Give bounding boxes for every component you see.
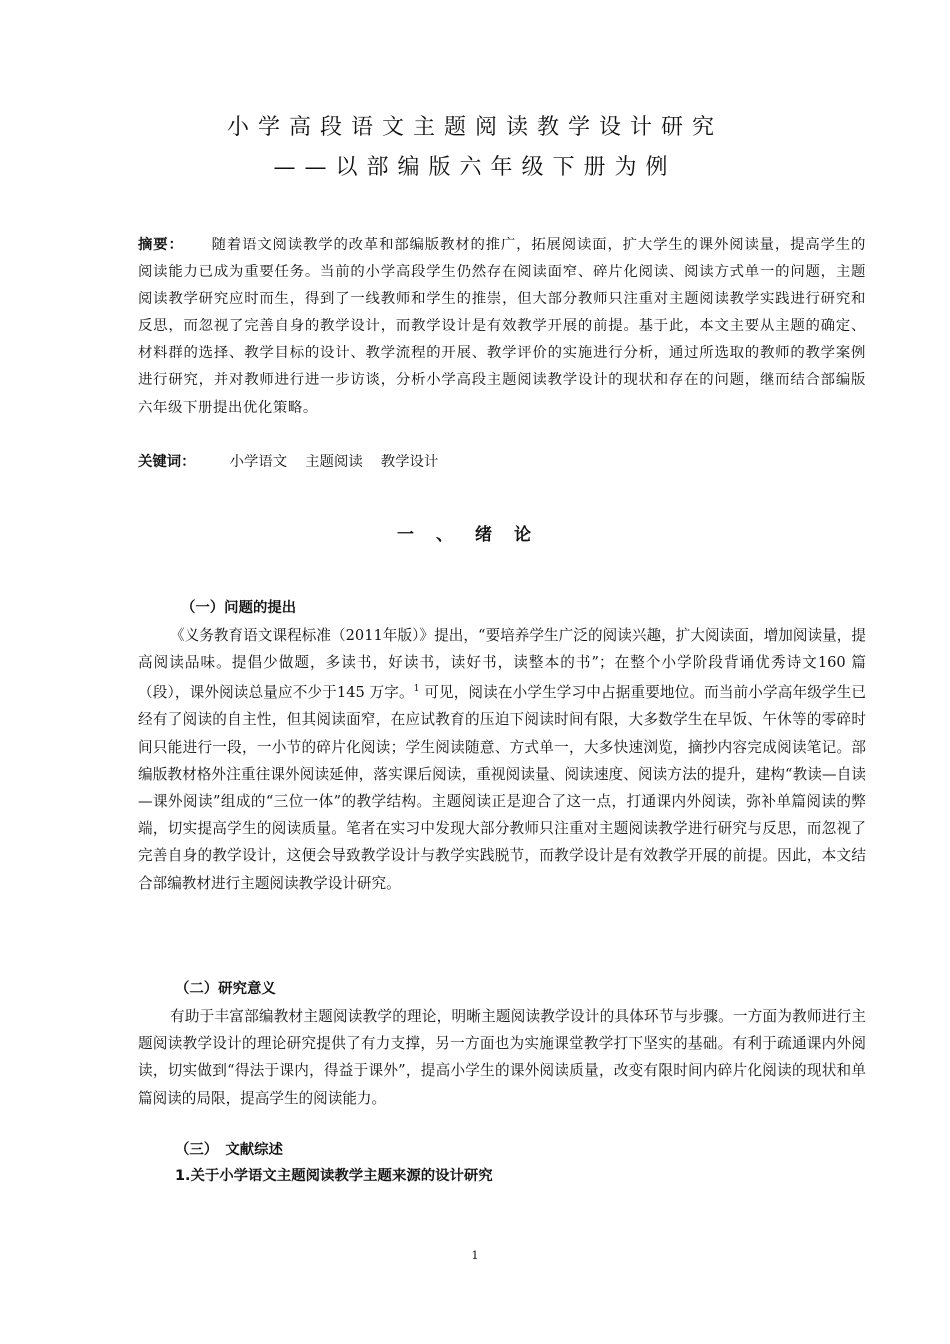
chapter-title: 一、绪论 [397, 525, 553, 545]
section-heading: （一）问题的提出 [181, 600, 297, 616]
abstract-text: 随着语文阅读教学的改革和部编版教材的推广，拓展阅读面，扩大学生的课外阅读量，提高学生的阅读能力已成为重要任务。当前的小学高段学生仍然存在阅读面窄、碎片化阅读、阅读方式单一的问题，主题阅读教学研究应时而生，得到了一线教师和学生的推崇，但大部分教师只注重对主题阅读教学实践进行研究和反思，而忽视了完善自身的教学设计，而教学设计是有效教学开展的前提。基于此，本文主要从主题的确定、材料群的选择、教学目标的设计、教学流程的开展、教学评价的实施进行分析，通过所选取的教师的教学案例进行研究，并对教师进行进一步访谈，分析小学高段主题阅读教学设计的现状和存在的问题，继而结合部编版六年级下册提出优化策略。 [138, 237, 866, 416]
abstract-paragraph [138, 232, 866, 422]
subsection-heading: 1.关于小学语文主题阅读教学主题来源的设计研究 [175, 1168, 493, 1184]
paragraph-text: 《义务教育语文课程标准（2011年版）》提出，“要培养学生广泛的阅读兴趣，扩大阅读面，增加阅读量，提高阅读品味。提倡少做题，多读书，好读书，读好书，读整本的书”；在整个小学阶段背诵优秀诗文160 篇（段），课外阅读总量应不少于145 万字。 [138, 627, 866, 702]
footnote-mark[interactable]: 1 [413, 684, 420, 695]
paragraph-text: 可见，阅读在小学生学习中占据重要地位。而当前小学高年级学生已经有了阅读的自主性，但其阅读面窄，在应试教育的压迫下阅读时间有限，大多数学生在早饭、午休等的零碎时间只能进行一段，一小节的碎片化阅读；学生阅读随意、方式单一，大多快速浏览，摘抄内容完成阅读笔记。部编版教材格外注重往课外阅读延伸，落实课后阅读，重视阅读量、阅读速度、阅读方法的提升，建构“教读—自读—课外阅读”组成的“三位一体”的教学结构。主题阅读正是迎合了这一点，打通课内外阅读，弥补单篇阅读的弊端，切实提高学生的阅读质量。笔者在实习中发现大部分教师只注重对主题阅读教学进行研究与反思，而忽视了完善自身的教学设计，这便会导致教学设计与教学实践脱节，而教学设计是有效教学开展的前提。因此，本文结合部编教材进行主题阅读教学设计研究。 [138, 684, 866, 892]
abstract-label: 摘要： [138, 237, 184, 253]
paper-subtitle: ——以部编版六年级下册为例 [273, 155, 677, 180]
keyword: 主题阅读 [305, 454, 363, 470]
body-paragraph: 有助于丰富部编教材主题阅读教学的理论，明晰主题阅读教学设计的具体环节与步骤。一方面为教师进行主题阅读教学设计的理论研究提供了有力支撑，另一方面也为实施课堂教学打下坚实的基础。有利于疏通课内外阅读，切实做到“得法于课内，得益于课外”，提高小学生的课外阅读质量，改变有限时间内碎片化阅读的现状和单篇阅读的局限，提高学生的阅读能力。 [138, 1008, 866, 1107]
section-heading: （二）研究意义 [175, 981, 276, 997]
keyword: 小学语文 [229, 454, 288, 470]
keywords-line [138, 449, 866, 476]
body-paragraph [138, 622, 866, 897]
page-number: 1 [471, 1249, 479, 1262]
paper-title: 小学高段语文主题阅读教学设计研究 [226, 115, 723, 140]
keywords-label: 关键词： [138, 454, 196, 470]
section-heading: （三） 文献综述 [175, 1142, 283, 1158]
keyword: 教学设计 [380, 454, 439, 470]
